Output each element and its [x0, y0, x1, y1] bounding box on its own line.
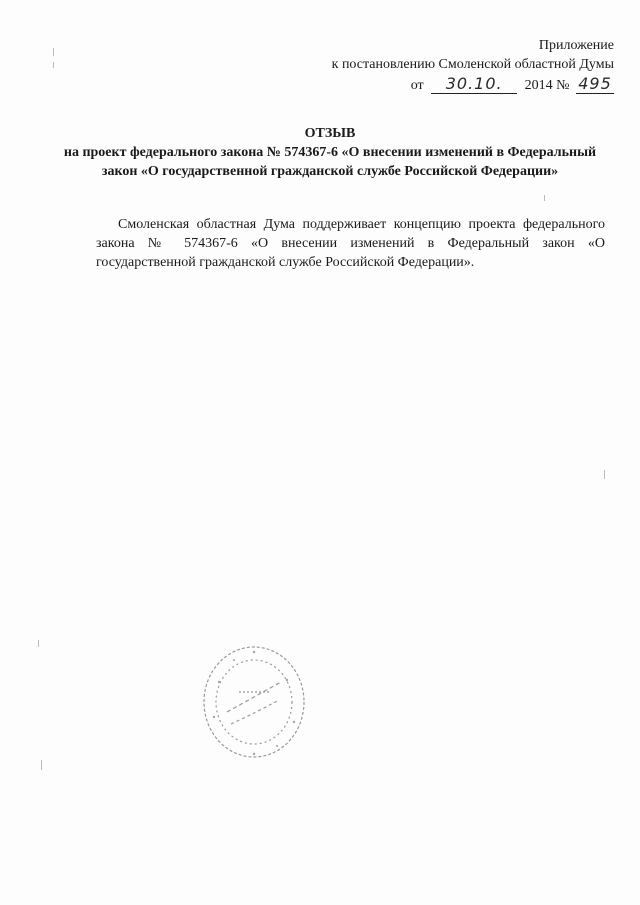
appendix-date-line [332, 74, 614, 95]
scan-artifact [544, 195, 545, 201]
appendix-header [332, 36, 614, 95]
scan-artifact [53, 62, 54, 68]
handwritten-date: 30.10. [431, 74, 517, 94]
scan-artifact [38, 640, 39, 647]
year-label: 2014 № [524, 78, 570, 93]
appendix-resolution-line: к постановлению Смоленской областной Думы [331, 57, 614, 72]
body-paragraph: Смоленская областная Дума поддерживает концепцию проекта федерального закона № 574367-6 «О внесении изменений в Федеральный закон «О государственной гражданской службе Российской Федерации». [96, 217, 605, 270]
scan-artifact [41, 760, 42, 770]
document-heading [60, 124, 600, 181]
handwritten-number: 495 [576, 74, 614, 94]
document-subtitle: на проект федерального закона № 574367-6 «О внесении изменений в Федеральный закон «О государственной гражданской службе Российской Федерации» [63, 145, 597, 179]
official-seal-icon [199, 642, 309, 762]
document-title: ОТЗЫВ [304, 126, 356, 141]
appendix-title: Приложение [538, 38, 614, 53]
scan-artifact [53, 48, 54, 56]
document-body [96, 215, 605, 272]
date-prefix: от [410, 78, 424, 93]
scan-artifact [604, 470, 605, 479]
